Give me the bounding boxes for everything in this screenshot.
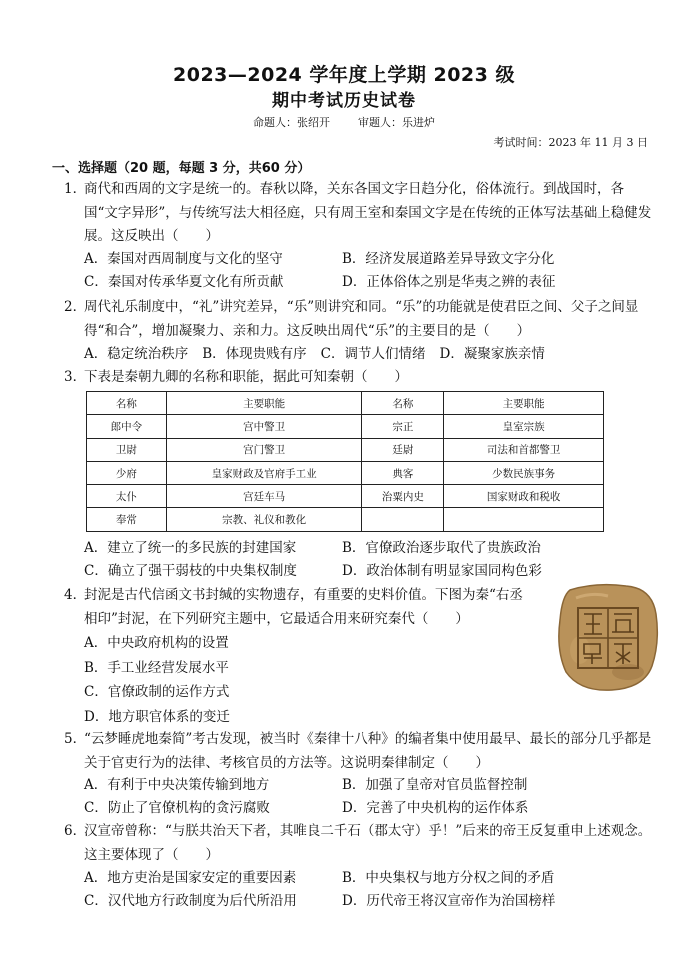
exam-title-line2: 期中考试历史试卷 (272, 91, 416, 111)
question-number: 5． (64, 731, 87, 747)
table-header-row (87, 392, 604, 415)
reviewer-label: 审题人：乐进炉 (358, 116, 435, 129)
option-d[interactable]: D．完善了中央机构的运作体系 (342, 800, 529, 816)
table-cell: 太仆 (87, 485, 167, 508)
question-4 (64, 584, 524, 631)
option-b[interactable]: B．官僚政治逐步取代了贵族政治 (342, 540, 541, 556)
question-number: 1． (64, 181, 87, 197)
question-2-options (84, 343, 559, 366)
question-stem: 封泥是古代信函文书封缄的实物遗存，有重要的史料价值。下图为秦“右丞相印”封泥，在下列研究主题中，它最适合用来研究秦代（ ） (84, 587, 523, 627)
option-c[interactable]: C．确立了强干弱枝的中央集权制度 (84, 563, 297, 579)
table-cell: 卫尉 (87, 438, 167, 461)
option-d[interactable]: D．地方职官体系的变迁 (84, 708, 230, 725)
exam-time: 考试时间：2023 年 11 月 3 日 (493, 136, 648, 149)
question-3 (64, 366, 654, 390)
table-cell: 治粟内史 (362, 485, 444, 508)
nine-ministers-table (86, 391, 604, 532)
table-cell: 奉常 (87, 508, 167, 531)
author-label: 命题人：张绍开 (253, 116, 330, 129)
option-d[interactable]: D．政治体制有明显家国同构色彩 (342, 563, 542, 579)
question-4-options (84, 631, 342, 729)
option-b[interactable]: B．加强了皇帝对官员监督控制 (342, 777, 528, 793)
option-d[interactable]: D．凝聚家族亲情 (439, 346, 545, 362)
table-row (87, 508, 604, 531)
question-3-options (84, 537, 600, 583)
question-6 (64, 820, 654, 867)
table-cell: 宗教、礼仪和教化 (166, 508, 362, 531)
question-stem: “云梦睡虎地秦简”考古发现，被当时《秦律十八种》的编者集中使用最早、最长的部分几乎都是关于官吏行为的法律、考核官员的方法等。这说明秦律制定（ ） (84, 731, 652, 771)
table-cell: 宫门警卫 (166, 438, 362, 461)
question-5 (64, 728, 654, 775)
question-number: 2． (64, 299, 87, 315)
table-cell: 廷尉 (362, 438, 444, 461)
question-5-options (84, 774, 600, 820)
option-b[interactable]: B．体现贵贱有序 (202, 346, 307, 362)
table-cell: 宫中警卫 (166, 415, 362, 438)
option-a[interactable]: A．建立了统一的多民族的封建国家 (84, 540, 297, 556)
table-cell: 宫廷车马 (166, 485, 362, 508)
question-6-options (84, 867, 600, 913)
table-header: 主要职能 (444, 392, 604, 415)
table-row (87, 461, 604, 484)
clay-seal-image (556, 580, 660, 692)
option-a[interactable]: A．地方吏治是国家安定的重要因素 (84, 870, 297, 886)
table-cell (362, 508, 444, 531)
option-a[interactable]: A．秦国对西周制度与文化的坚守 (84, 251, 283, 267)
option-c[interactable]: C．秦国对传承华夏文化有所贡献 (84, 274, 284, 290)
option-d[interactable]: D．正体俗体之别是华夷之辨的表征 (342, 274, 556, 290)
table-cell: 宗正 (362, 415, 444, 438)
option-a[interactable]: A．有利于中央决策传输到地方 (84, 777, 270, 793)
option-c[interactable]: C．官僚政制的运作方式 (84, 684, 230, 700)
question-number: 4． (64, 587, 87, 603)
table-header: 名称 (87, 392, 167, 415)
question-stem: 周代礼乐制度中，“礼”讲究差异，“乐”则讲究和同。“乐”的功能就是使君臣之间、父子之间显得“和合”，增加凝聚力、亲和力。这反映出周代“乐”的主要目的是（ ） (84, 299, 639, 339)
question-1 (64, 178, 654, 249)
table-cell: 郎中令 (87, 415, 167, 438)
option-c[interactable]: C．防止了官僚机构的贪污腐败 (84, 800, 270, 816)
question-stem: 下表是秦朝九卿的名称和职能，据此可知秦朝（ ） (84, 369, 408, 385)
table-row (87, 485, 604, 508)
table-cell: 皇室宗族 (444, 415, 604, 438)
option-d[interactable]: D．历代帝王将汉宣帝作为治国榜样 (342, 893, 556, 909)
question-number: 6． (64, 823, 87, 839)
option-b[interactable]: B．经济发展道路差异导致文字分化 (342, 251, 555, 267)
table-cell: 司法和首都警卫 (444, 438, 604, 461)
question-1-options (84, 248, 600, 294)
question-number: 3． (64, 369, 87, 385)
table-cell: 典客 (362, 461, 444, 484)
table-row (87, 438, 604, 461)
section-heading: 一、选择题（20 题，每题 3 分，共60 分） (52, 161, 311, 176)
authors-line (0, 114, 688, 130)
option-a[interactable]: A．中央政府机构的设置 (84, 635, 229, 651)
table-cell: 少数民族事务 (444, 461, 604, 484)
table-header: 主要职能 (166, 392, 362, 415)
table-cell: 少府 (87, 461, 167, 484)
question-2 (64, 296, 654, 343)
option-c[interactable]: C．调节人们情绪 (320, 346, 426, 362)
table-cell (444, 508, 604, 531)
option-b[interactable]: B．中央集权与地方分权之间的矛盾 (342, 870, 555, 886)
table-cell: 国家财政和税收 (444, 485, 604, 508)
question-stem: 汉宣帝曾称：“与朕共治天下者，其唯良二千石（郡太守）乎！”后来的帝王反复重申上述观念。这主要体现了（ ） (84, 823, 652, 863)
option-b[interactable]: B．手工业经营发展水平 (84, 659, 229, 676)
option-c[interactable]: C．汉代地方行政制度为后代所沿用 (84, 893, 297, 909)
table-header: 名称 (362, 392, 444, 415)
table-cell: 皇家财政及官府手工业 (166, 461, 362, 484)
exam-title-line1: 2023—2024 学年度上学期 2023 级 (173, 64, 515, 86)
table-row (87, 415, 604, 438)
option-a[interactable]: A．稳定统治秩序 (84, 346, 189, 362)
question-stem: 商代和西周的文字是统一的。春秋以降，关东各国文字日趋分化，俗体流行。到战国时，各国“文字异形”，与传统写法大相径庭，只有周王室和秦国文字是在传统的正体写法基础上稳健发展。这反映出（ ） (84, 181, 652, 244)
